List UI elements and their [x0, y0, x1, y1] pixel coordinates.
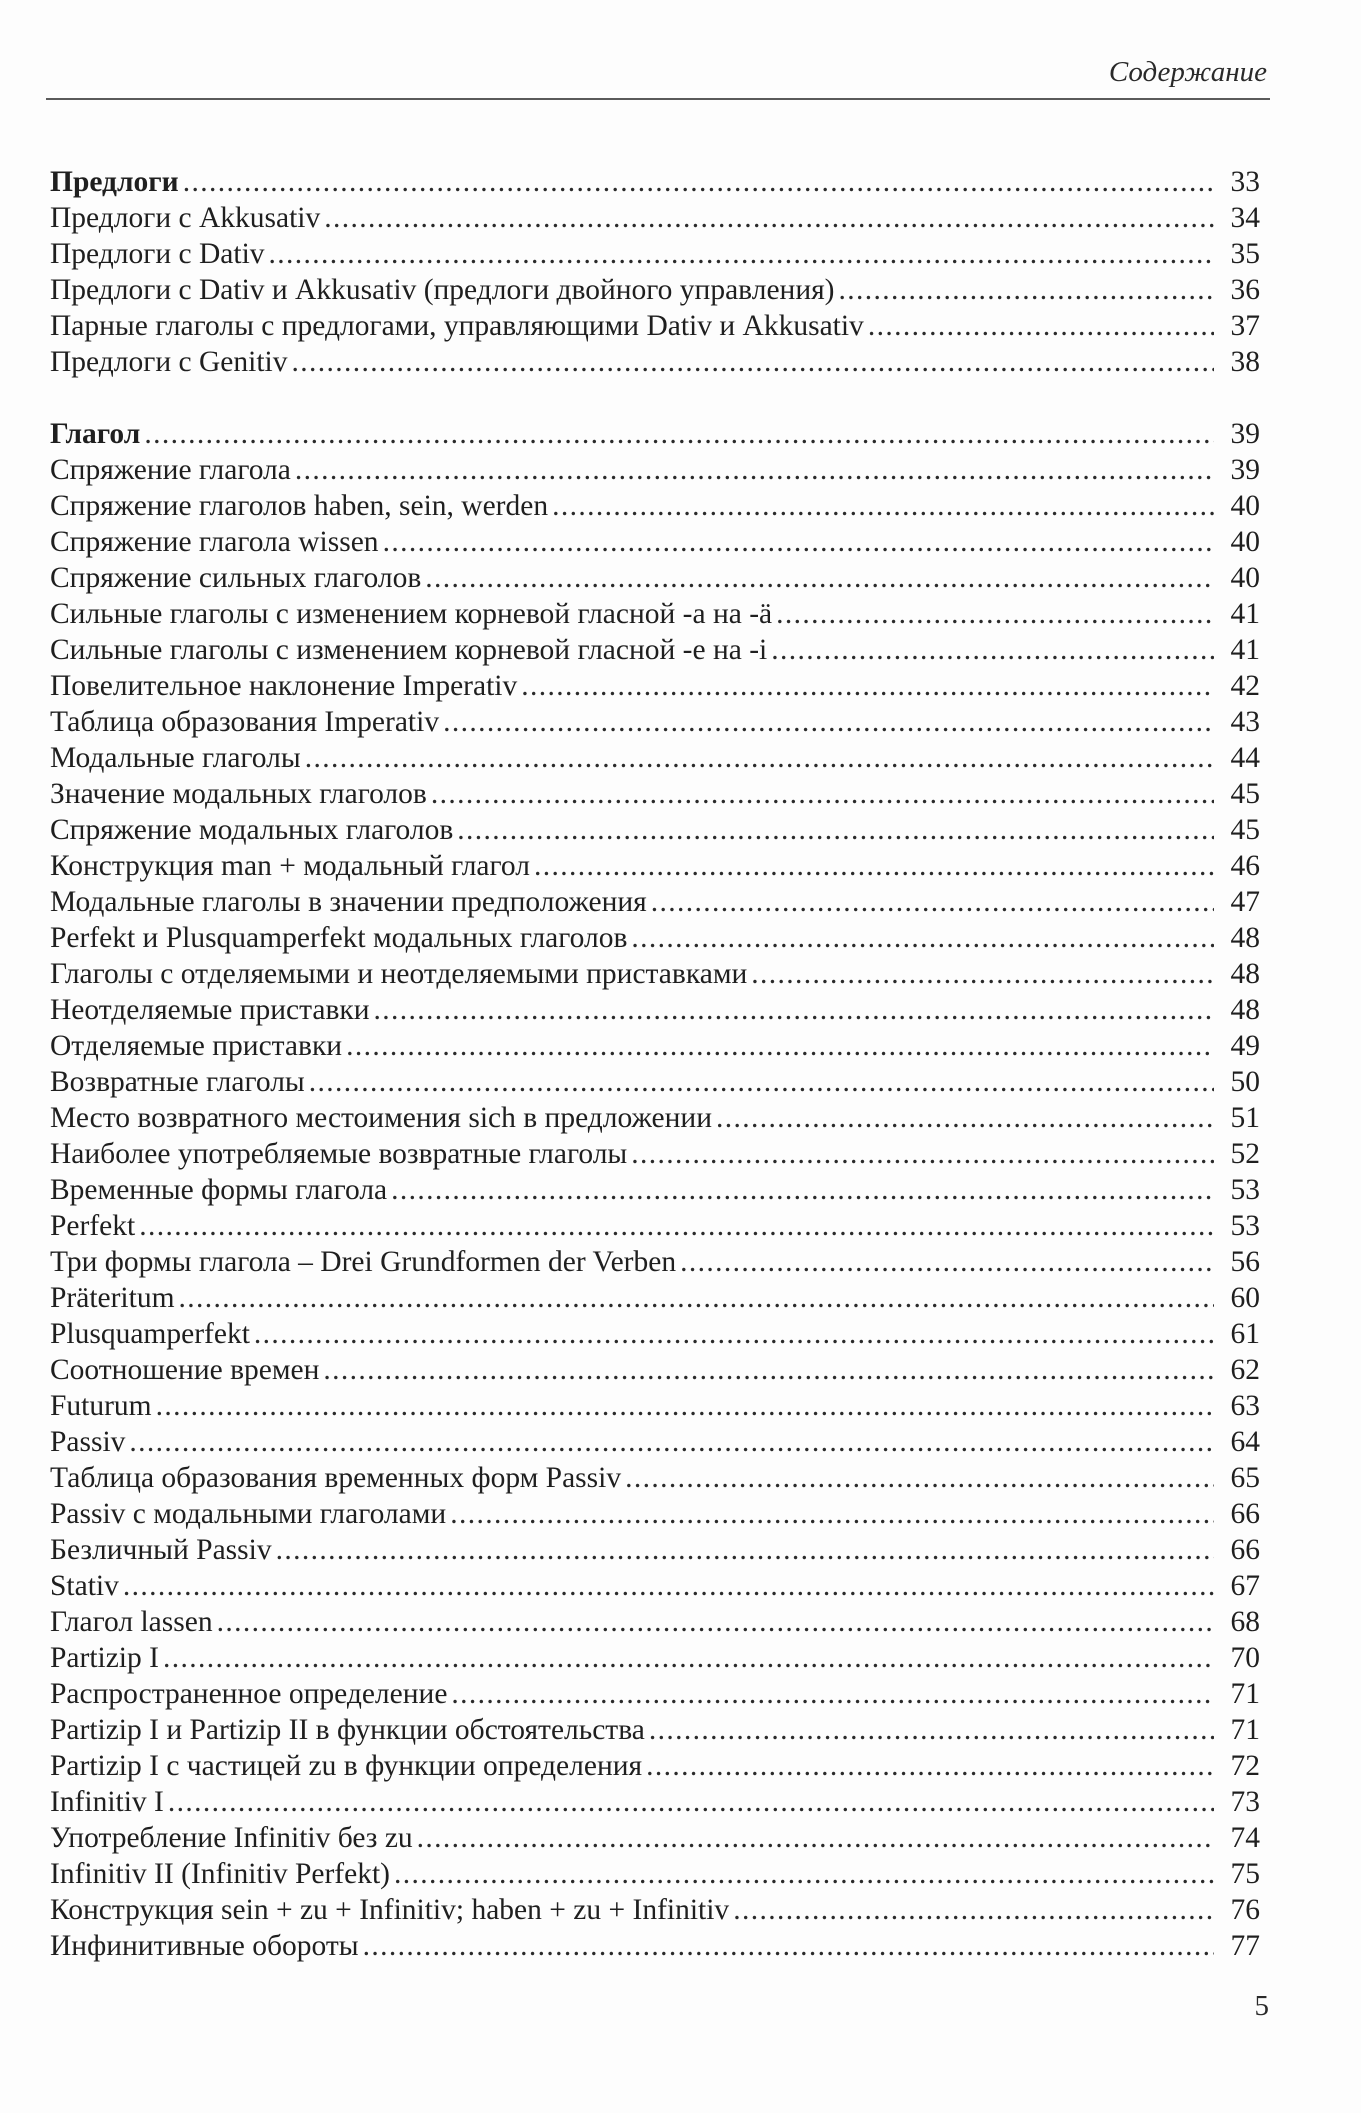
entry-title: Конструкция man + модальный глагол [50, 850, 530, 882]
entry-page-number: 49 [1230, 1030, 1260, 1062]
entry-page-number: 40 [1230, 490, 1260, 522]
toc-entry[interactable] [50, 560, 1260, 596]
entry-title: Возвратные глаголы [50, 1066, 305, 1098]
toc-entry[interactable] [50, 1568, 1260, 1604]
entry-page-number: 39 [1230, 418, 1260, 450]
entry-page-number: 71 [1230, 1678, 1260, 1710]
dot-leader [363, 1928, 1214, 1964]
dot-leader [451, 1676, 1214, 1712]
toc-entry[interactable] [50, 1460, 1260, 1496]
entry-title: Модальные глаголы [50, 742, 301, 774]
toc-entry[interactable] [50, 740, 1260, 776]
entry-title: Безличный Passiv [50, 1534, 272, 1566]
entry-page-number: 52 [1230, 1138, 1260, 1170]
dot-leader [183, 164, 1214, 200]
dot-leader [649, 1712, 1214, 1748]
entry-page-number: 63 [1230, 1390, 1260, 1422]
dot-leader [156, 1388, 1214, 1424]
entry-page-number: 40 [1230, 526, 1260, 558]
dot-leader [309, 1064, 1214, 1100]
entry-page-number: 44 [1230, 742, 1260, 774]
entry-page-number: 42 [1230, 670, 1260, 702]
dot-leader [631, 920, 1214, 956]
entry-page-number: 38 [1230, 346, 1260, 378]
toc-entry[interactable] [50, 1100, 1260, 1136]
entry-page-number: 72 [1230, 1750, 1260, 1782]
entry-page-number: 66 [1230, 1498, 1260, 1530]
entry-title: Passiv с модальными глаголами [50, 1498, 447, 1530]
entry-title: Perfekt [50, 1210, 136, 1242]
entry-title: Распространенное определение [50, 1678, 448, 1710]
entry-page-number: 36 [1230, 274, 1260, 306]
entry-title: Глаголы с отделяемыми и неотделяемыми приставками [50, 958, 748, 990]
entry-title: Глагол lassen [50, 1606, 213, 1638]
entry-page-number: 60 [1230, 1282, 1260, 1314]
dot-leader [625, 1460, 1214, 1496]
dot-leader [217, 1604, 1214, 1640]
entry-page-number: 37 [1230, 310, 1260, 342]
dot-leader [443, 704, 1214, 740]
entry-title: Предлоги с Dativ [50, 238, 265, 270]
entry-title: Спряжение глагола wissen [50, 526, 379, 558]
header-rule [46, 98, 1270, 100]
section-title: Глагол [50, 418, 141, 450]
entry-page-number: 50 [1230, 1066, 1260, 1098]
entry-page-number: 48 [1230, 958, 1260, 990]
toc-entry[interactable] [50, 308, 1260, 344]
toc-entry[interactable] [50, 704, 1260, 740]
dot-leader [839, 272, 1214, 308]
toc-entry[interactable] [50, 1820, 1260, 1856]
dot-leader [123, 1568, 1214, 1604]
entry-title: Отделяемые приставки [50, 1030, 343, 1062]
table-of-contents [50, 164, 1260, 1964]
entry-page-number: 47 [1230, 886, 1260, 918]
dot-leader [163, 1640, 1214, 1676]
entry-page-number: 71 [1230, 1714, 1260, 1746]
dot-leader [139, 1208, 1214, 1244]
dot-leader [552, 488, 1214, 524]
toc-entry[interactable] [50, 956, 1260, 992]
toc-entry[interactable] [50, 1496, 1260, 1532]
toc-entry[interactable] [50, 1280, 1260, 1316]
entry-page-number: 67 [1230, 1570, 1260, 1602]
dot-leader [417, 1820, 1214, 1856]
toc-entry[interactable] [50, 236, 1260, 272]
toc-entry[interactable] [50, 1316, 1260, 1352]
entry-title: Предлоги с Akkusativ [50, 202, 321, 234]
toc-entry[interactable] [50, 1244, 1260, 1280]
dot-leader [179, 1280, 1214, 1316]
toc-entry[interactable] [50, 1640, 1260, 1676]
entry-title: Повелительное наклонение Imperativ [50, 670, 518, 702]
toc-entry[interactable] [50, 992, 1260, 1028]
entry-title: Таблица образования Imperativ [50, 706, 440, 738]
toc-entry[interactable] [50, 452, 1260, 488]
toc-entry[interactable] [50, 1208, 1260, 1244]
entry-page-number: 74 [1230, 1822, 1260, 1854]
entry-title: Место возвратного местоимения sich в предложении [50, 1102, 712, 1134]
entry-page-number: 33 [1230, 166, 1260, 198]
entry-page-number: 34 [1230, 202, 1260, 234]
entry-title: Предлоги с Dativ и Akkusativ (предлоги двойного управления) [50, 274, 835, 306]
toc-entry[interactable] [50, 812, 1260, 848]
dot-leader [716, 1100, 1214, 1136]
dot-leader [450, 1496, 1214, 1532]
dot-leader [431, 776, 1214, 812]
entry-title: Спряжение сильных глаголов [50, 562, 422, 594]
toc-entry[interactable] [50, 344, 1260, 380]
entry-page-number: 66 [1230, 1534, 1260, 1566]
dot-leader [144, 416, 1214, 452]
entry-page-number: 45 [1230, 778, 1260, 810]
toc-entry[interactable] [50, 668, 1260, 704]
entry-page-number: 77 [1230, 1930, 1260, 1962]
dot-leader [534, 848, 1214, 884]
dot-leader [776, 596, 1214, 632]
toc-entry[interactable] [50, 1892, 1260, 1928]
entry-page-number: 53 [1230, 1210, 1260, 1242]
toc-entry[interactable] [50, 1784, 1260, 1820]
entry-title: Конструкция sein + zu + Infinitiv; haben + zu + Infinitiv [50, 1894, 730, 1926]
dot-leader [646, 1748, 1214, 1784]
dot-leader [425, 560, 1214, 596]
toc-entry[interactable] [50, 1064, 1260, 1100]
dot-leader [324, 200, 1214, 236]
dot-leader [129, 1424, 1214, 1460]
toc-entry[interactable] [50, 1352, 1260, 1388]
entry-page-number: 68 [1230, 1606, 1260, 1638]
toc-section [50, 416, 1260, 1964]
dot-leader [168, 1784, 1214, 1820]
toc-entry[interactable] [50, 1712, 1260, 1748]
entry-page-number: 65 [1230, 1462, 1260, 1494]
entry-page-number: 41 [1230, 598, 1260, 630]
entry-title: Значение модальных глаголов [50, 778, 427, 810]
toc-entry[interactable] [50, 632, 1260, 668]
entry-page-number: 56 [1230, 1246, 1260, 1278]
dot-leader [457, 812, 1214, 848]
entry-title: Сильные глаголы с изменением корневой гласной -a на -ä [50, 598, 773, 630]
toc-section [50, 164, 1260, 380]
entry-title: Спряжение глаголов haben, sein, werden [50, 490, 549, 522]
dot-leader [276, 1532, 1214, 1568]
dot-leader [383, 524, 1214, 560]
entry-page-number: 43 [1230, 706, 1260, 738]
dot-leader [751, 956, 1214, 992]
entry-title: Предлоги с Genitiv [50, 346, 288, 378]
dot-leader [254, 1316, 1214, 1352]
entry-page-number: 40 [1230, 562, 1260, 594]
dot-leader [305, 740, 1214, 776]
dot-leader [374, 992, 1214, 1028]
entry-title: Спряжение модальных глаголов [50, 814, 454, 846]
dot-leader [521, 668, 1214, 704]
entry-page-number: 61 [1230, 1318, 1260, 1350]
toc-entry[interactable] [50, 488, 1260, 524]
toc-entry[interactable] [50, 920, 1260, 956]
dot-leader [651, 884, 1214, 920]
toc-entry[interactable] [50, 1604, 1260, 1640]
entry-page-number: 64 [1230, 1426, 1260, 1458]
toc-entry[interactable] [50, 884, 1260, 920]
entry-title: Partizip I с частицей zu в функции определения [50, 1750, 643, 1782]
dot-leader [631, 1136, 1214, 1172]
dot-leader [868, 308, 1214, 344]
entry-title: Инфинитивные обороты [50, 1930, 359, 1962]
dot-leader [291, 344, 1214, 380]
entry-page-number: 39 [1230, 454, 1260, 486]
toc-entry[interactable] [50, 1928, 1260, 1964]
page-number: 5 [1254, 1990, 1269, 2022]
dot-leader [346, 1028, 1214, 1064]
entry-title: Сильные глаголы с изменением корневой гласной -e на -i [50, 634, 768, 666]
entry-title: Plusquamperfekt [50, 1318, 250, 1350]
dot-leader [391, 1172, 1214, 1208]
entry-title: Спряжение глагола [50, 454, 291, 486]
toc-entry[interactable] [50, 1136, 1260, 1172]
entry-title: Futurum [50, 1390, 152, 1422]
entry-page-number: 70 [1230, 1642, 1260, 1674]
dot-leader [295, 452, 1214, 488]
entry-page-number: 76 [1230, 1894, 1260, 1926]
entry-page-number: 51 [1230, 1102, 1260, 1134]
dot-leader [269, 236, 1214, 272]
entry-title: Употребление Infinitiv без zu [50, 1822, 413, 1854]
entry-title: Perfekt и Plusquamperfekt модальных глаголов [50, 922, 628, 954]
toc-entry[interactable] [50, 200, 1260, 236]
entry-title: Präteritum [50, 1282, 175, 1314]
toc-entry[interactable] [50, 1856, 1260, 1892]
toc-entry[interactable] [50, 776, 1260, 812]
entry-page-number: 35 [1230, 238, 1260, 270]
entry-page-number: 53 [1230, 1174, 1260, 1206]
toc-entry[interactable] [50, 1748, 1260, 1784]
toc-section-heading[interactable] [50, 416, 1260, 452]
toc-entry[interactable] [50, 596, 1260, 632]
toc-entry[interactable] [50, 1676, 1260, 1712]
toc-section-heading[interactable] [50, 164, 1260, 200]
entry-title: Неотделяемые приставки [50, 994, 370, 1026]
toc-entry[interactable] [50, 1388, 1260, 1424]
entry-page-number: 75 [1230, 1858, 1260, 1890]
entry-page-number: 46 [1230, 850, 1260, 882]
entry-title: Infinitiv II (Infinitiv Perfekt) [50, 1858, 390, 1890]
entry-title: Partizip I [50, 1642, 159, 1674]
entry-title: Таблица образования временных форм Passiv [50, 1462, 622, 1494]
entry-title: Partizip I и Partizip II в функции обстоятельства [50, 1714, 645, 1746]
entry-title: Infinitiv I [50, 1786, 164, 1818]
entry-page-number: 73 [1230, 1786, 1260, 1818]
entry-page-number: 41 [1230, 634, 1260, 666]
entry-page-number: 62 [1230, 1354, 1260, 1386]
entry-title: Passiv [50, 1426, 126, 1458]
entry-title: Временные формы глагола [50, 1174, 388, 1206]
toc-entry[interactable] [50, 1424, 1260, 1460]
entry-page-number: 48 [1230, 922, 1260, 954]
entry-page-number: 48 [1230, 994, 1260, 1026]
entry-title: Три формы глагола – Drei Grundformen der Verben [50, 1246, 677, 1278]
toc-entry[interactable] [50, 1172, 1260, 1208]
toc-entry[interactable] [50, 524, 1260, 560]
entry-title: Парные глаголы с предлогами, управляющими Dativ и Akkusativ [50, 310, 864, 342]
toc-entry[interactable] [50, 1532, 1260, 1568]
dot-leader [680, 1244, 1214, 1280]
entry-title: Модальные глаголы в значении предположения [50, 886, 647, 918]
entry-title: Наиболее употребляемые возвратные глаголы [50, 1138, 628, 1170]
toc-entry[interactable] [50, 1028, 1260, 1064]
running-title: Содержание [1108, 56, 1267, 88]
dot-leader [771, 632, 1214, 668]
section-title: Предлоги [50, 166, 179, 198]
dot-leader [733, 1892, 1214, 1928]
entry-title: Соотношение времен [50, 1354, 320, 1386]
entry-title: Stativ [50, 1570, 119, 1602]
dot-leader [394, 1856, 1214, 1892]
dot-leader [323, 1352, 1214, 1388]
toc-entry[interactable] [50, 272, 1260, 308]
toc-entry[interactable] [50, 848, 1260, 884]
entry-page-number: 45 [1230, 814, 1260, 846]
